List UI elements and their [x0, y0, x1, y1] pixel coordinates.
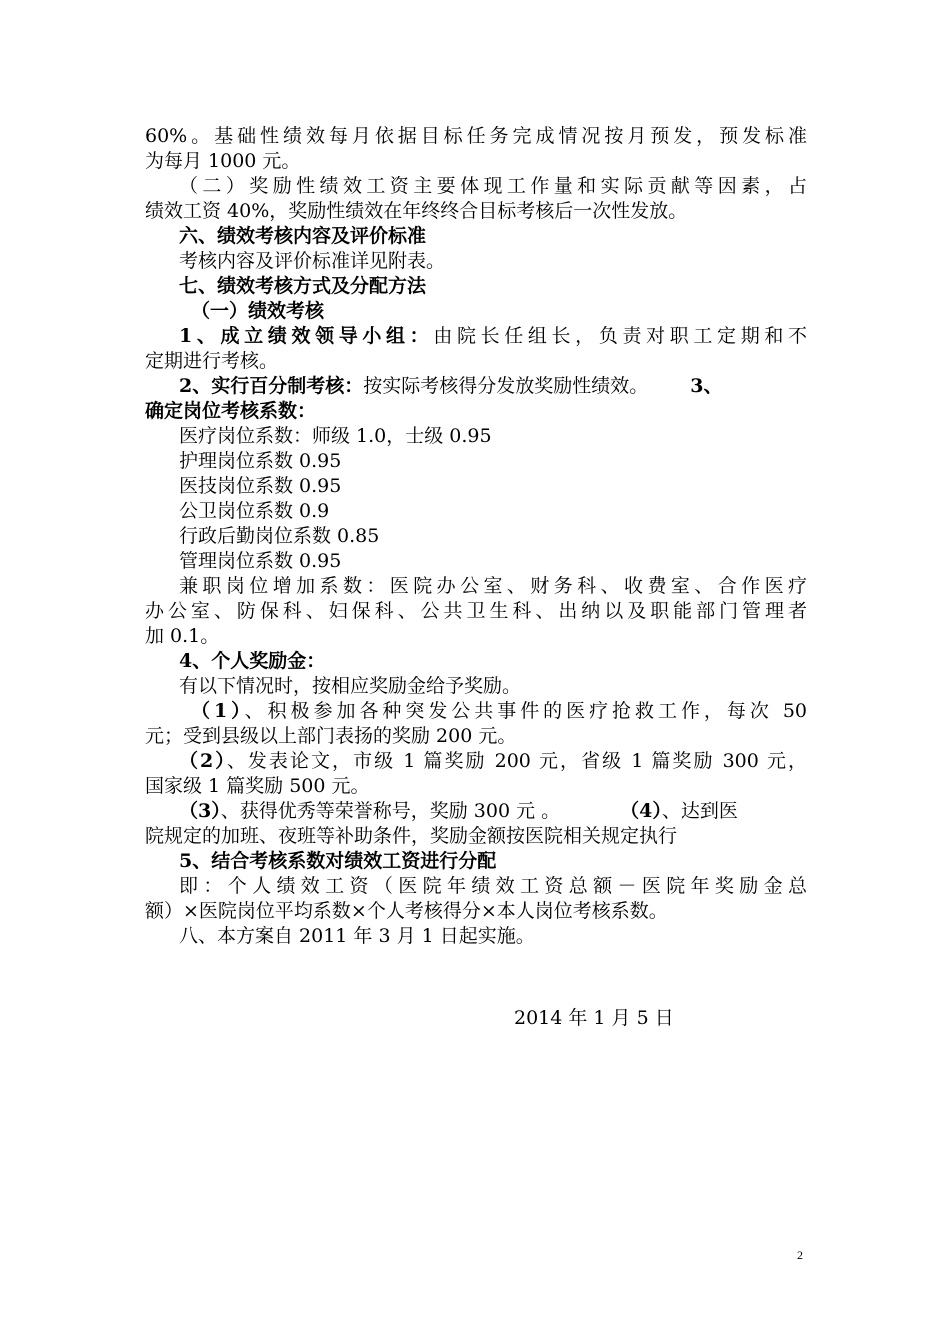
section-heading — [145, 924, 807, 949]
text-run: 管理岗位系数 0.95 — [179, 550, 342, 572]
section-heading — [145, 274, 807, 299]
text-run: 元；受到县级以上部门表扬的奖励 200 元。 — [145, 725, 517, 747]
text-run: 定期进行考核。 — [145, 350, 279, 372]
text-run: 办公室、防保科、妇保科、公共卫生科、出纳以及职能部门管理者 — [145, 600, 807, 622]
text-run: 、获得优秀等荣誉称号，奖励 300 元 。 — [220, 800, 561, 822]
list-item — [145, 524, 807, 549]
subsection-heading — [145, 649, 807, 674]
subsection-heading — [145, 299, 807, 324]
text-run: 绩效工资 40%，奖励性绩效在年终终合目标考核后一次性发放。 — [145, 200, 688, 222]
list-item — [145, 424, 807, 449]
paragraph-line — [145, 799, 807, 824]
list-item — [145, 474, 807, 499]
paragraph-line — [145, 124, 807, 149]
paragraph-line — [145, 874, 807, 899]
text-run: 、发表论文，市级 1 篇奖励 200 元，省级 1 篇奖励 300 元， — [226, 750, 807, 772]
text-run: 为每月 1000 元。 — [145, 150, 301, 172]
list-item — [145, 499, 807, 524]
page-number: 2 — [797, 1248, 803, 1262]
paragraph-line — [145, 249, 807, 274]
paragraph-line — [145, 674, 807, 699]
text-run: 院规定的加班、夜班等补助条件，奖励金额按医院相关规定执行 — [145, 825, 678, 847]
text-run: 考核内容及评价标准详见附表。 — [179, 250, 446, 272]
paragraph-line — [145, 824, 807, 849]
text-run: （一）绩效考核 — [191, 300, 325, 322]
item-label: （4） — [620, 800, 662, 822]
text-run: 行政后勤岗位系数 0.85 — [179, 525, 380, 547]
item-label: （3） — [179, 800, 221, 822]
paragraph-line — [145, 599, 807, 624]
item-label: 1、成立绩效领导小组： — [179, 325, 434, 347]
item-label: （2） — [179, 750, 227, 772]
text-run: 七、绩效考核方式及分配方法 — [179, 275, 427, 297]
text-run: 、达到医 — [661, 800, 738, 822]
paragraph-line — [145, 374, 807, 399]
document-body — [145, 124, 807, 949]
text-run: 有以下情况时，按相应奖励金给予奖励。 — [179, 675, 522, 697]
text-run: 5、结合考核系数对绩效工资进行分配 — [179, 850, 497, 872]
paragraph-line — [145, 174, 807, 199]
paragraph-line — [145, 399, 807, 424]
text-run: 4、个人奖励金： — [179, 650, 326, 672]
text-run: 由院长任组长，负责对职工定期和不 — [433, 325, 807, 347]
list-item — [145, 449, 807, 474]
text-run: 医技岗位系数 0.95 — [179, 475, 342, 497]
list-item — [145, 549, 807, 574]
paragraph-line — [145, 774, 807, 799]
item-label: 3、 — [690, 375, 723, 397]
paragraph-line — [145, 199, 807, 224]
item-label: 2、实行百分制考核： — [179, 375, 364, 397]
paragraph-line — [145, 324, 807, 349]
text-run: 国家级 1 篇奖励 500 元。 — [145, 775, 370, 797]
text-run: 八、本方案自 2011 年 3 月 1 日起实施。 — [179, 925, 535, 947]
text-run: 医疗岗位系数：师级 1.0，士级 0.95 — [179, 425, 492, 447]
text-run: （二）奖励性绩效工资主要体现工作量和实际贡献等因素，占 — [179, 175, 807, 197]
paragraph-line — [145, 624, 807, 649]
text-run: 加 0.1。 — [145, 625, 220, 647]
paragraph-line — [145, 149, 807, 174]
text-run: 按实际考核得分发放奖励性绩效。 — [363, 375, 649, 397]
text-run: 兼职岗位增加系数：医院办公室、财务科、收费室、合作医疗 — [179, 575, 807, 597]
subsection-heading — [145, 849, 807, 874]
item-label: （1） — [191, 700, 245, 722]
paragraph-line — [145, 749, 807, 774]
document-date: 2014 年 1 月 5 日 — [514, 1007, 674, 1029]
text-run: 公卫岗位系数 0.9 — [179, 500, 330, 522]
paragraph-line — [145, 574, 807, 599]
text-run: 护理岗位系数 0.95 — [179, 450, 342, 472]
paragraph-line — [145, 699, 807, 724]
text-run: 六、绩效考核内容及评价标准 — [179, 225, 427, 247]
text-run: 、积极参加各种突发公共事件的医疗抢救工作，每次 50 — [244, 700, 807, 722]
item-label: 确定岗位考核系数： — [145, 400, 317, 422]
text-run: 额）×医院岗位平均系数×个人考核得分×本人岗位考核系数。 — [145, 900, 668, 922]
text-run: 60%。基础性绩效每月依据目标任务完成情况按月预发，预发标准 — [145, 125, 807, 147]
paragraph-line — [145, 724, 807, 749]
text-run: 即：个人绩效工资（医院年绩效工资总额－医院年奖励金总 — [179, 875, 807, 897]
paragraph-line — [145, 349, 807, 374]
section-heading — [145, 224, 807, 249]
paragraph-line — [145, 899, 807, 924]
